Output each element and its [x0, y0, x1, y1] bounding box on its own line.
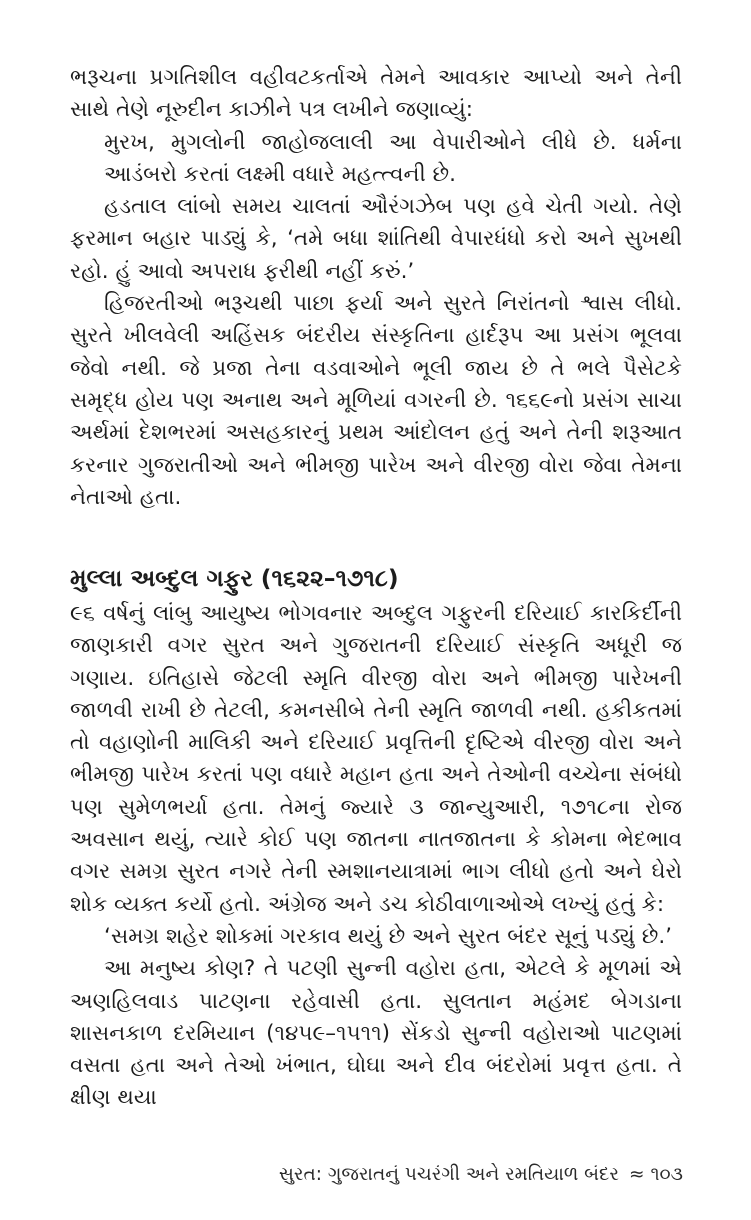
running-title: સુરત: ગુજરાતનું પચરંગી અને રમતિયાળ બંદર: [278, 1164, 619, 1185]
section-1-text: [70, 62, 682, 514]
paragraph-migrants-return: હિજરતીઓ ભરૂચથી પાછા ફર્યા અને સુરતે નિરાંતનો શ્વાસ લીધો. સુરતે ખીલવેલી અહિંસક બંદરીય સંસ્કૃતિના હાર્દરૂપ આ પ્રસંગ ભૂલવા જેવો નથી. જે પ્રજા તેના વડવાઓને ભૂલી જાય છે તે ભલે પૈસેટકે સમૃદ્ધ હોય પણ અનાથ અને મૂળિયાં વગરની છે. ૧૬૬૯નો પ્રસંગ સાચા અર્થમાં દેશભરમાં અસહકારનું પ્રથમ આંદોલન હતું અને તેની શરૂઆત કરનાર ગુજરાતીઓ અને ભીમજી પારેખ અને વીરજી વોરા જેવા તેમના નેતાઓ હતા.: [70, 291, 682, 510]
quoted-mourning-text: ‘સમગ્ર શહેર શોકમાં ગરકાવ થયું છે અને સુરત બંદર સૂનું પડ્યું છે.’: [104, 923, 672, 949]
quoted-letter-text: મુરખ, મુગલોની જાહોજલાલી આ વેપારીઓને લીધે છે. ધર્મના આડંબરો કરતાં લક્ષ્મી વધારે મહત્ત્વની છે.: [104, 129, 682, 187]
paragraph-gafur-career: ૯૬ વર્ષનું લાંબુ આયુષ્ય ભોગવનાર અબ્દુલ ગફુરની દરિયાઈ કારકિર્દીની જાણકારી વગર સુરત અને ગુજરાતની દરિયાઈ સંસ્કૃતિ અધૂરી જ ગણાય. ઇતિહાસે જેટલી સ્મૃતિ વીરજી વોરા અને ભીમજી પારેખની જાળવી રાખી છે તેટલી, કમનસીબે તેની સ્મૃતિ જાળવી નથી. હકીકતમાં તો વહાણોની માલિકી અને દરિયાઈ પ્રવૃત્તિની દૃષ્ટિએ વીરજી વોરા અને ભીમજી પારેખ કરતાં પણ વધારે મહાન હતા અને તેઓની વચ્ચેના સંબંધો પણ સુમેળભર્યા હતા. તેમનું જ્યારે ૩ જાન્યુઆરી, ૧૭૧૮ના રોજ અવસાન થયું, ત્યારે કોઈ પણ જાતના નાતજાતના કે કોમના ભેદભાવ વગર સમગ્ર સુરત નગરે તેની સ્મશાનયાત્રામાં ભાગ લીધો હતો અને ઘેરો શોક વ્યક્ત કર્યો હતો. અંગ્રેજ અને ડચ કોઠીવાળાઓએ લખ્યું હતું કે:: [70, 601, 682, 917]
page-footer: [279, 1162, 683, 1188]
section-heading-mulla-abdul-gafur: મુલ્લા અબ્દુલ ગફુર (૧૬૨૨–૧૭૧૮): [70, 564, 399, 592]
section-2-text: [70, 598, 682, 1115]
footer-separator-icon: ≈: [628, 1164, 645, 1185]
paragraph-patni-vohra: આ મનુષ્ય કોણ? તે પટણી સુન્ની વહોરા હતા, એટલે કે મૂળમાં એ અણહિલવાડ પાટણના રહેવાસી હતા. સુલતાન મહંમદ બેગડાના શાસનકાળ દરમિયાન (૧૪૫૯–૧૫૧૧) સેંકડો સુન્ની વહોરાઓ પાટણમાં વસતા હતા અને તેઓ ખંભાત, ઘોઘા અને દીવ બંદરોમાં પ્રવૃત્ત હતા. તે ક્ષીણ થયા: [70, 956, 682, 1111]
paragraph-aurangzeb-decree: હડતાલ લાંબો સમય ચાલતાં ઔરંગઝેબ પણ હવે ચેતી ગયો. તેણે ફરમાન બહાર પાડ્યું કે, ‘તમે બધા શાંતિથી વેપારધંધો કરો અને સુખથી રહો. હું આવો અપરાધ ફરીથી નહીં કરું.’: [70, 194, 682, 284]
page-number: ૧૦૩: [650, 1164, 683, 1185]
paragraph-welcome-letter: ભરૂચના પ્રગતિશીલ વહીવટકર્તાએ તેમને આવકાર આપ્યો અને તેની સાથે તેણે નૂરુદીન કાઝીને પત્ર લખીને જણાવ્યું:: [70, 65, 682, 123]
